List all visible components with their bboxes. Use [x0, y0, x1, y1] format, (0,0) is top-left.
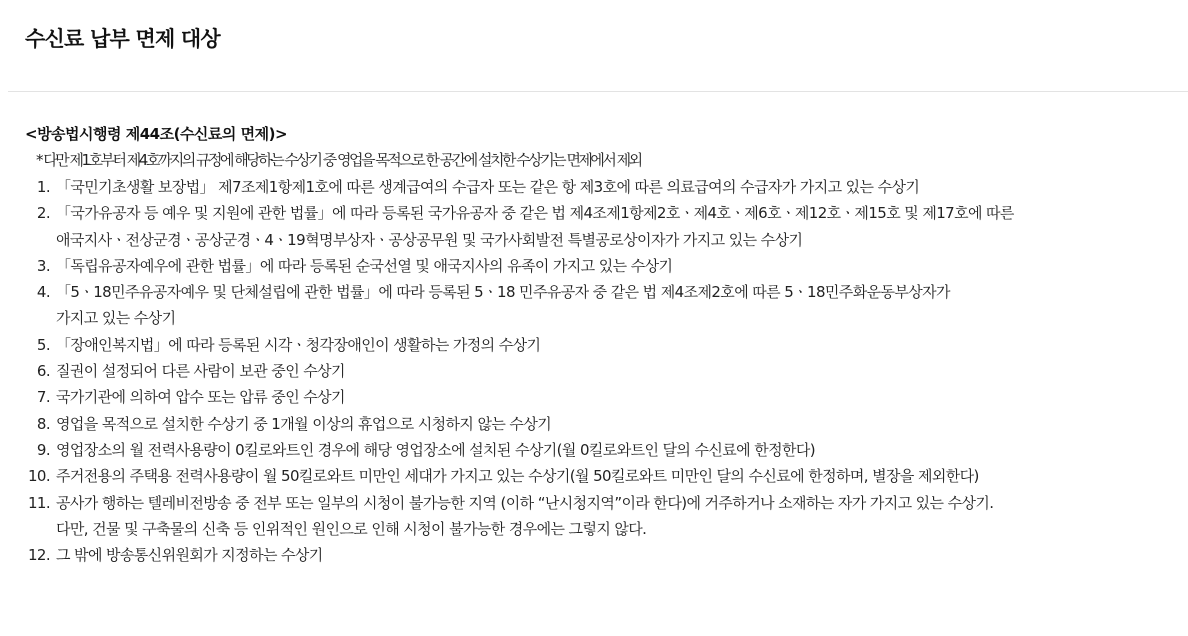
exception-note: * 다만 제1호부터 제4호까지의 규정에 해당하는 수상기 중 영업을 목적으로 한 공간에 설치한 수상기는 면제에서 제외 [36, 151, 641, 169]
item-number: 10. [27, 467, 50, 486]
item-number: 6. [36, 362, 50, 381]
list-item [25, 384, 1180, 410]
item-number: 7. [36, 388, 50, 407]
item-number: 12. [27, 546, 50, 565]
item-text: 국가기관에 의하여 압수 또는 압류 중인 수상기 [56, 388, 345, 407]
item-text: 다만, 건물 및 구축물의 신축 등 인위적인 원인으로 인해 시청이 불가능한 경우에는 그렇지 않다. [56, 519, 647, 538]
list-item [25, 437, 1180, 463]
item-text: 주거전용의 주택용 전력사용량이 월 50킬로와트 미만인 세대가 가지고 있는 수상기(월 50킬로와트 미만인 달의 수신료에 한정하며, 별장을 제외한다) [56, 467, 979, 486]
item-number: 4. [36, 283, 50, 302]
title-divider [8, 91, 1188, 92]
list-item [25, 279, 1180, 332]
section-heading: <방송법시행령 제44조(수신료의 면제)> [25, 125, 288, 143]
item-number: 8. [36, 414, 50, 433]
item-text: 가지고 있는 수상기 [56, 309, 176, 328]
item-number: 3. [36, 256, 50, 275]
item-text: 「장애인복지법」에 따라 등록된 시각ㆍ청각장애인이 생활하는 가정의 수상기 [56, 335, 541, 354]
page-title: 수신료 납부 면제 대상 [25, 27, 220, 51]
item-text: 애국지사ㆍ전상군경ㆍ공상군경ㆍ4ㆍ19혁명부상자ㆍ공상공무원 및 국가사회발전 특별공로상이자가 가지고 있는 수상기 [56, 230, 803, 249]
item-text: 「국가유공자 등 예우 및 지원에 관한 법률」에 따라 등록된 국가유공자 중 같은 법 제4조제1항제2호ㆍ제4호ㆍ제6호ㆍ제12호ㆍ제15호 및 제17호에 따른 [56, 204, 1014, 223]
item-text: 질권이 설정되어 다른 사람이 보관 중인 수상기 [56, 362, 345, 381]
item-text: 「5ㆍ18민주유공자예우 및 단체설립에 관한 법률」에 따라 등록된 5ㆍ18 민주유공자 중 같은 법 제4조제2호에 따른 5ㆍ18민주화운동부상자가 [56, 283, 950, 302]
list-item [25, 332, 1180, 358]
exemption-list [25, 174, 1180, 568]
item-number: 11. [27, 493, 50, 512]
item-text: 「국민기초생활 보장법」 제7조제1항제1호에 따른 생계급여의 수급자 또는 같은 항 제3호에 따른 의료급여의 수급자가 가지고 있는 수상기 [56, 178, 920, 196]
item-text: 공사가 행하는 텔레비전방송 중 전부 또는 일부의 시청이 불가능한 지역 (이하 “난시청지역”이라 한다)에 거주하거나 소재하는 자가 가지고 있는 수상기. [56, 493, 994, 512]
item-number: 2. [36, 204, 50, 223]
item-text: 그 밖에 방송통신위원회가 지정하는 수상기 [56, 546, 323, 565]
item-text: 「독립유공자예우에 관한 법률」에 따라 등록된 순국선열 및 애국지사의 유족이 가지고 있는 수상기 [56, 256, 673, 275]
item-number: 9. [36, 440, 50, 459]
list-item [25, 358, 1180, 384]
list-item [25, 463, 1180, 489]
item-text: 영업장소의 월 전력사용량이 0킬로와트인 경우에 해당 영업장소에 설치된 수상기(월 0킬로와트인 달의 수신료에 한정한다) [56, 440, 816, 459]
list-item [25, 542, 1180, 568]
item-number: 1. [36, 178, 50, 196]
list-item [25, 253, 1180, 279]
exemption-content [25, 121, 1180, 568]
item-text: 영업을 목적으로 설치한 수상기 중 1개월 이상의 휴업으로 시청하지 않는 수상기 [56, 414, 552, 433]
list-item [25, 411, 1180, 437]
item-number: 5. [36, 335, 50, 354]
list-item [25, 174, 1180, 200]
list-item [25, 490, 1180, 543]
list-item [25, 200, 1180, 253]
